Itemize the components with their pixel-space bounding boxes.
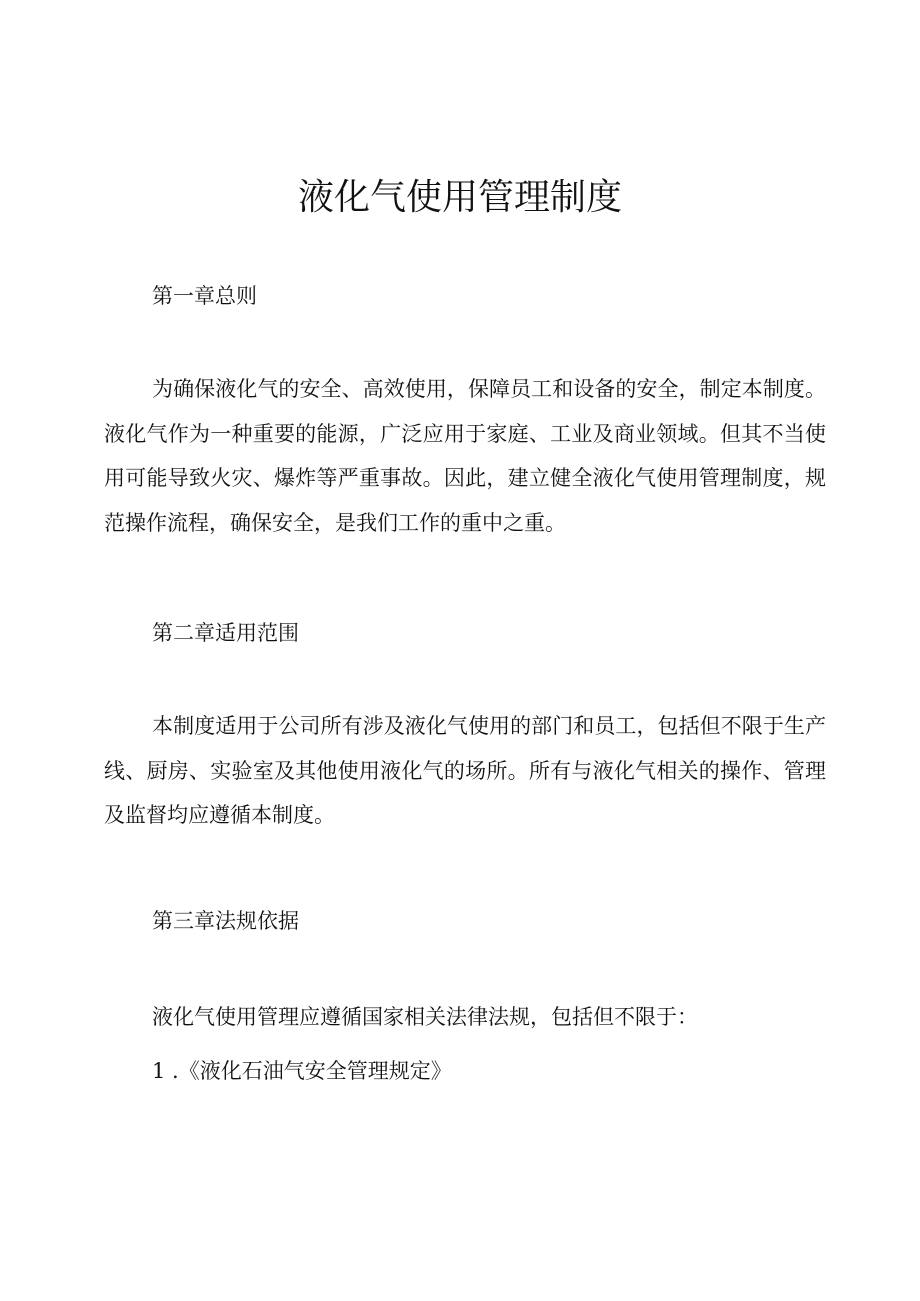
- chapter-2-heading: 第二章适用范围: [152, 621, 299, 645]
- chapter-3-paragraph: 液化气使用管理应遵循国家相关法律法规，包括但不限于：: [152, 1005, 698, 1029]
- list-item: 1 .《液化石油气安全管理规定》: [152, 1059, 452, 1083]
- chapter-3-heading: 第三章法规依据: [152, 909, 299, 933]
- chapter-1-paragraph: 为确保液化气的安全、高效使用，保障员工和设备的安全，制定本制度。液化气作为一种重要的能源，广泛应用于家庭、工业及商业领域。但其不当使用可能导致火灾、爆炸等严重事故。因此，建立健全液化气使用管理制度，规范操作流程，确保安全，是我们工作的重中之重。: [104, 377, 826, 535]
- chapter-2-paragraph: 本制度适用于公司所有涉及液化气使用的部门和员工，包括但不限于生产线、厨房、实验室及其他使用液化气的场所。所有与液化气相关的操作、管理及监督均应遵循本制度。: [104, 714, 826, 827]
- document-title: 液化气使用管理制度: [297, 177, 622, 218]
- chapter-1-heading: 第一章总则: [152, 284, 257, 308]
